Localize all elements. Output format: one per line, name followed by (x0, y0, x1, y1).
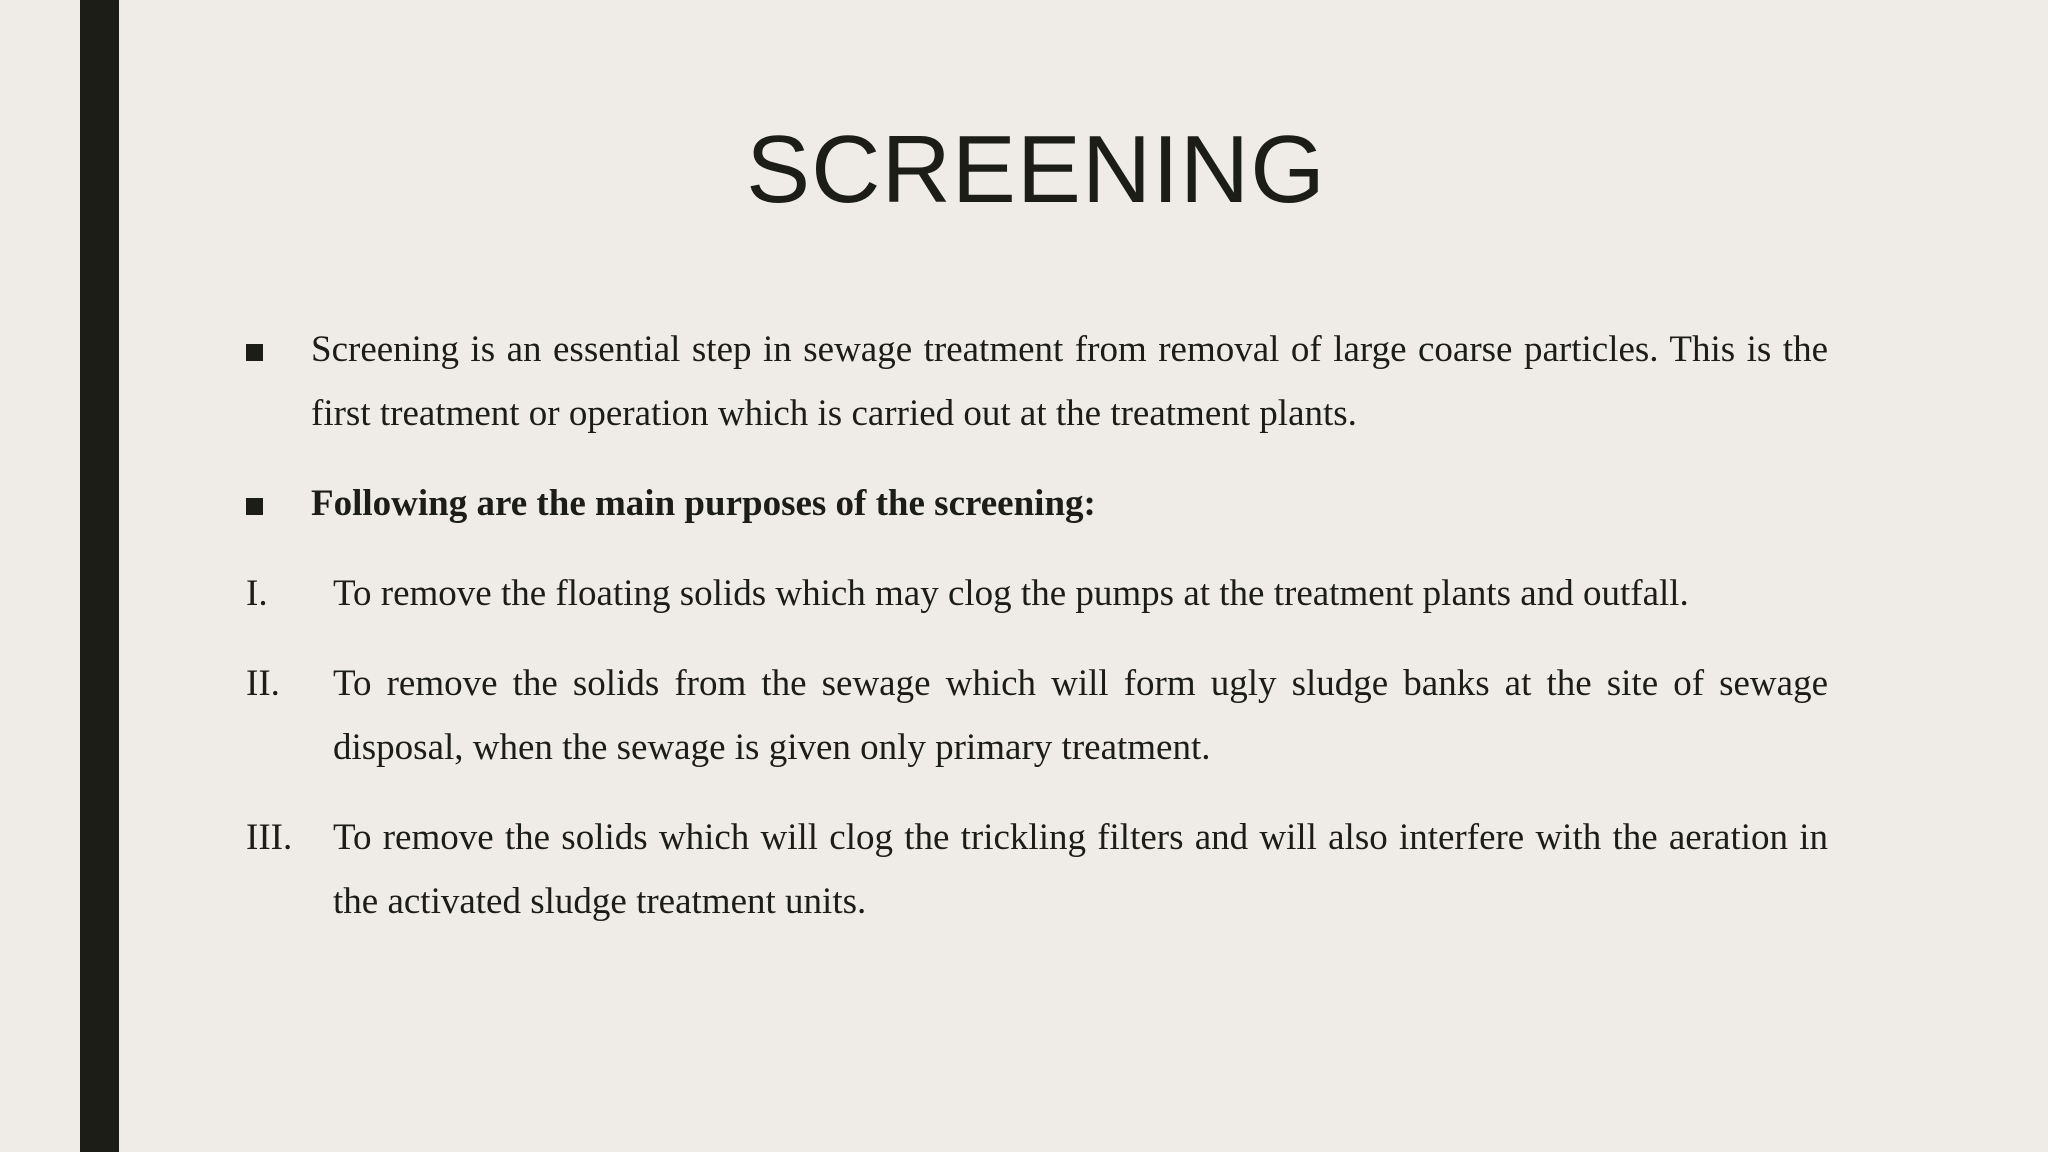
roman-numeral: II. (246, 663, 280, 704)
numbered-item (246, 652, 1828, 780)
roman-numeral: I. (246, 573, 268, 614)
numbered-text: To remove the solids from the sewage which will form ugly sludge banks at the site of sewage disposal, when the sewage is given only primary treatment. (333, 663, 1828, 768)
bullet-item (246, 472, 1828, 536)
bullet-item (246, 318, 1828, 446)
bullet-text: Screening is an essential step in sewage treatment from removal of large coarse particles. This is the first treatment or operation which is carried out at the treatment plants. (311, 329, 1828, 434)
numbered-item (246, 562, 1828, 626)
numbered-text: To remove the solids which will clog the trickling filters and will also interfere with the aeration in the activated sludge treatment units. (333, 817, 1828, 922)
numbered-item (246, 806, 1828, 934)
numbered-text: To remove the floating solids which may clog the pumps at the treatment plants and outfall. (333, 573, 1689, 614)
slide-title: SCREENING (746, 116, 1326, 223)
bullet-text-bold: Following are the main purposes of the screening: (311, 483, 1096, 524)
roman-numeral: III. (246, 817, 293, 858)
square-bullet-icon (246, 318, 263, 382)
square-bullet-icon (246, 472, 263, 536)
slide-body (246, 318, 1828, 960)
